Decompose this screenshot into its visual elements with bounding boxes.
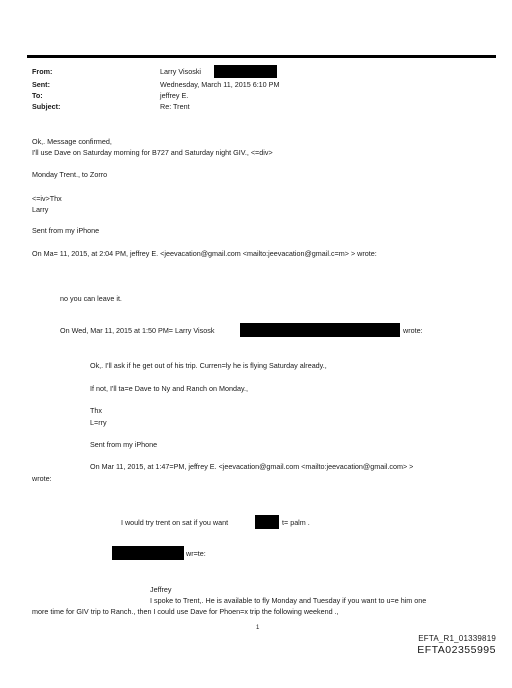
body-line: I'll use Dave on Saturday morning for B727 and Saturday night GIV., <=div>	[32, 148, 273, 157]
redaction-box	[240, 323, 400, 337]
body-line: Thx	[90, 406, 102, 415]
quoted-header: On Wed, Mar 11, 2015 at 1:50 PM= Larry Visosk	[60, 326, 215, 335]
from-value: Larry Visoski	[160, 67, 202, 76]
body-line: no you can leave it.	[60, 294, 122, 303]
document-id: EFTA_R1_01339819	[418, 634, 496, 643]
body-line: Ok,. I'll ask if he get out of his trip. Curren=ly he is flying Saturday already.,	[90, 361, 327, 370]
subject-label: Subject:	[32, 102, 61, 111]
quoted-header: On Ma= 11, 2015, at 2:04 PM, jeffrey E. <jeevacation@gmail.com <mailto:jeevacation@gmail.c=m> > wrote:	[32, 249, 377, 258]
body-line: wrote:	[32, 474, 52, 483]
body-line: Monday Trent., to Zorro	[32, 170, 108, 179]
body-line: Larry	[32, 205, 49, 214]
body-line: t= palm .	[282, 518, 310, 527]
body-line: Sent from my iPhone	[32, 226, 100, 235]
body-line: If not, I'll ta=e Dave to Ny and Ranch on Monday.,	[90, 384, 249, 393]
body-line: Sent from my iPhone	[90, 440, 158, 449]
body-line: L=rry	[90, 418, 107, 427]
redaction-box	[214, 65, 277, 78]
body-line: <=iv>Thx	[32, 194, 62, 203]
to-label: To:	[32, 91, 43, 100]
subject-value: Re: Trent	[160, 102, 190, 111]
header-rule	[27, 55, 496, 58]
to-value: jeffrey E.	[160, 91, 189, 100]
page-number: 1	[256, 625, 260, 631]
redaction-box	[112, 546, 184, 560]
from-label: From:	[32, 67, 53, 76]
body-line: I spoke to Trent,. He is available to fly Monday and Tuesday if you want to u=e him one	[150, 596, 427, 605]
body-line: wr=te:	[186, 549, 206, 558]
body-line: I would try trent on sat if you want	[121, 518, 229, 527]
body-line: Jeffrey	[150, 585, 172, 594]
body-line: Ok,. Message confirmed,	[32, 137, 112, 146]
body-line: more time for GIV trip to Ranch., then I could use Dave for Phoen=x trip the following weekend .,	[32, 607, 339, 616]
document-id: EFTA02355995	[417, 644, 496, 656]
sent-value: Wednesday, March 11, 2015 6:10 PM	[160, 80, 280, 89]
redaction-box	[255, 515, 279, 529]
sent-label: Sent:	[32, 80, 50, 89]
quoted-header: On Mar 11, 2015, at 1:47=PM, jeffrey E. <jeevacation@gmail.com <mailto:jeevacation@gmail.com> >	[90, 462, 414, 471]
body-line: wrote:	[403, 326, 423, 335]
